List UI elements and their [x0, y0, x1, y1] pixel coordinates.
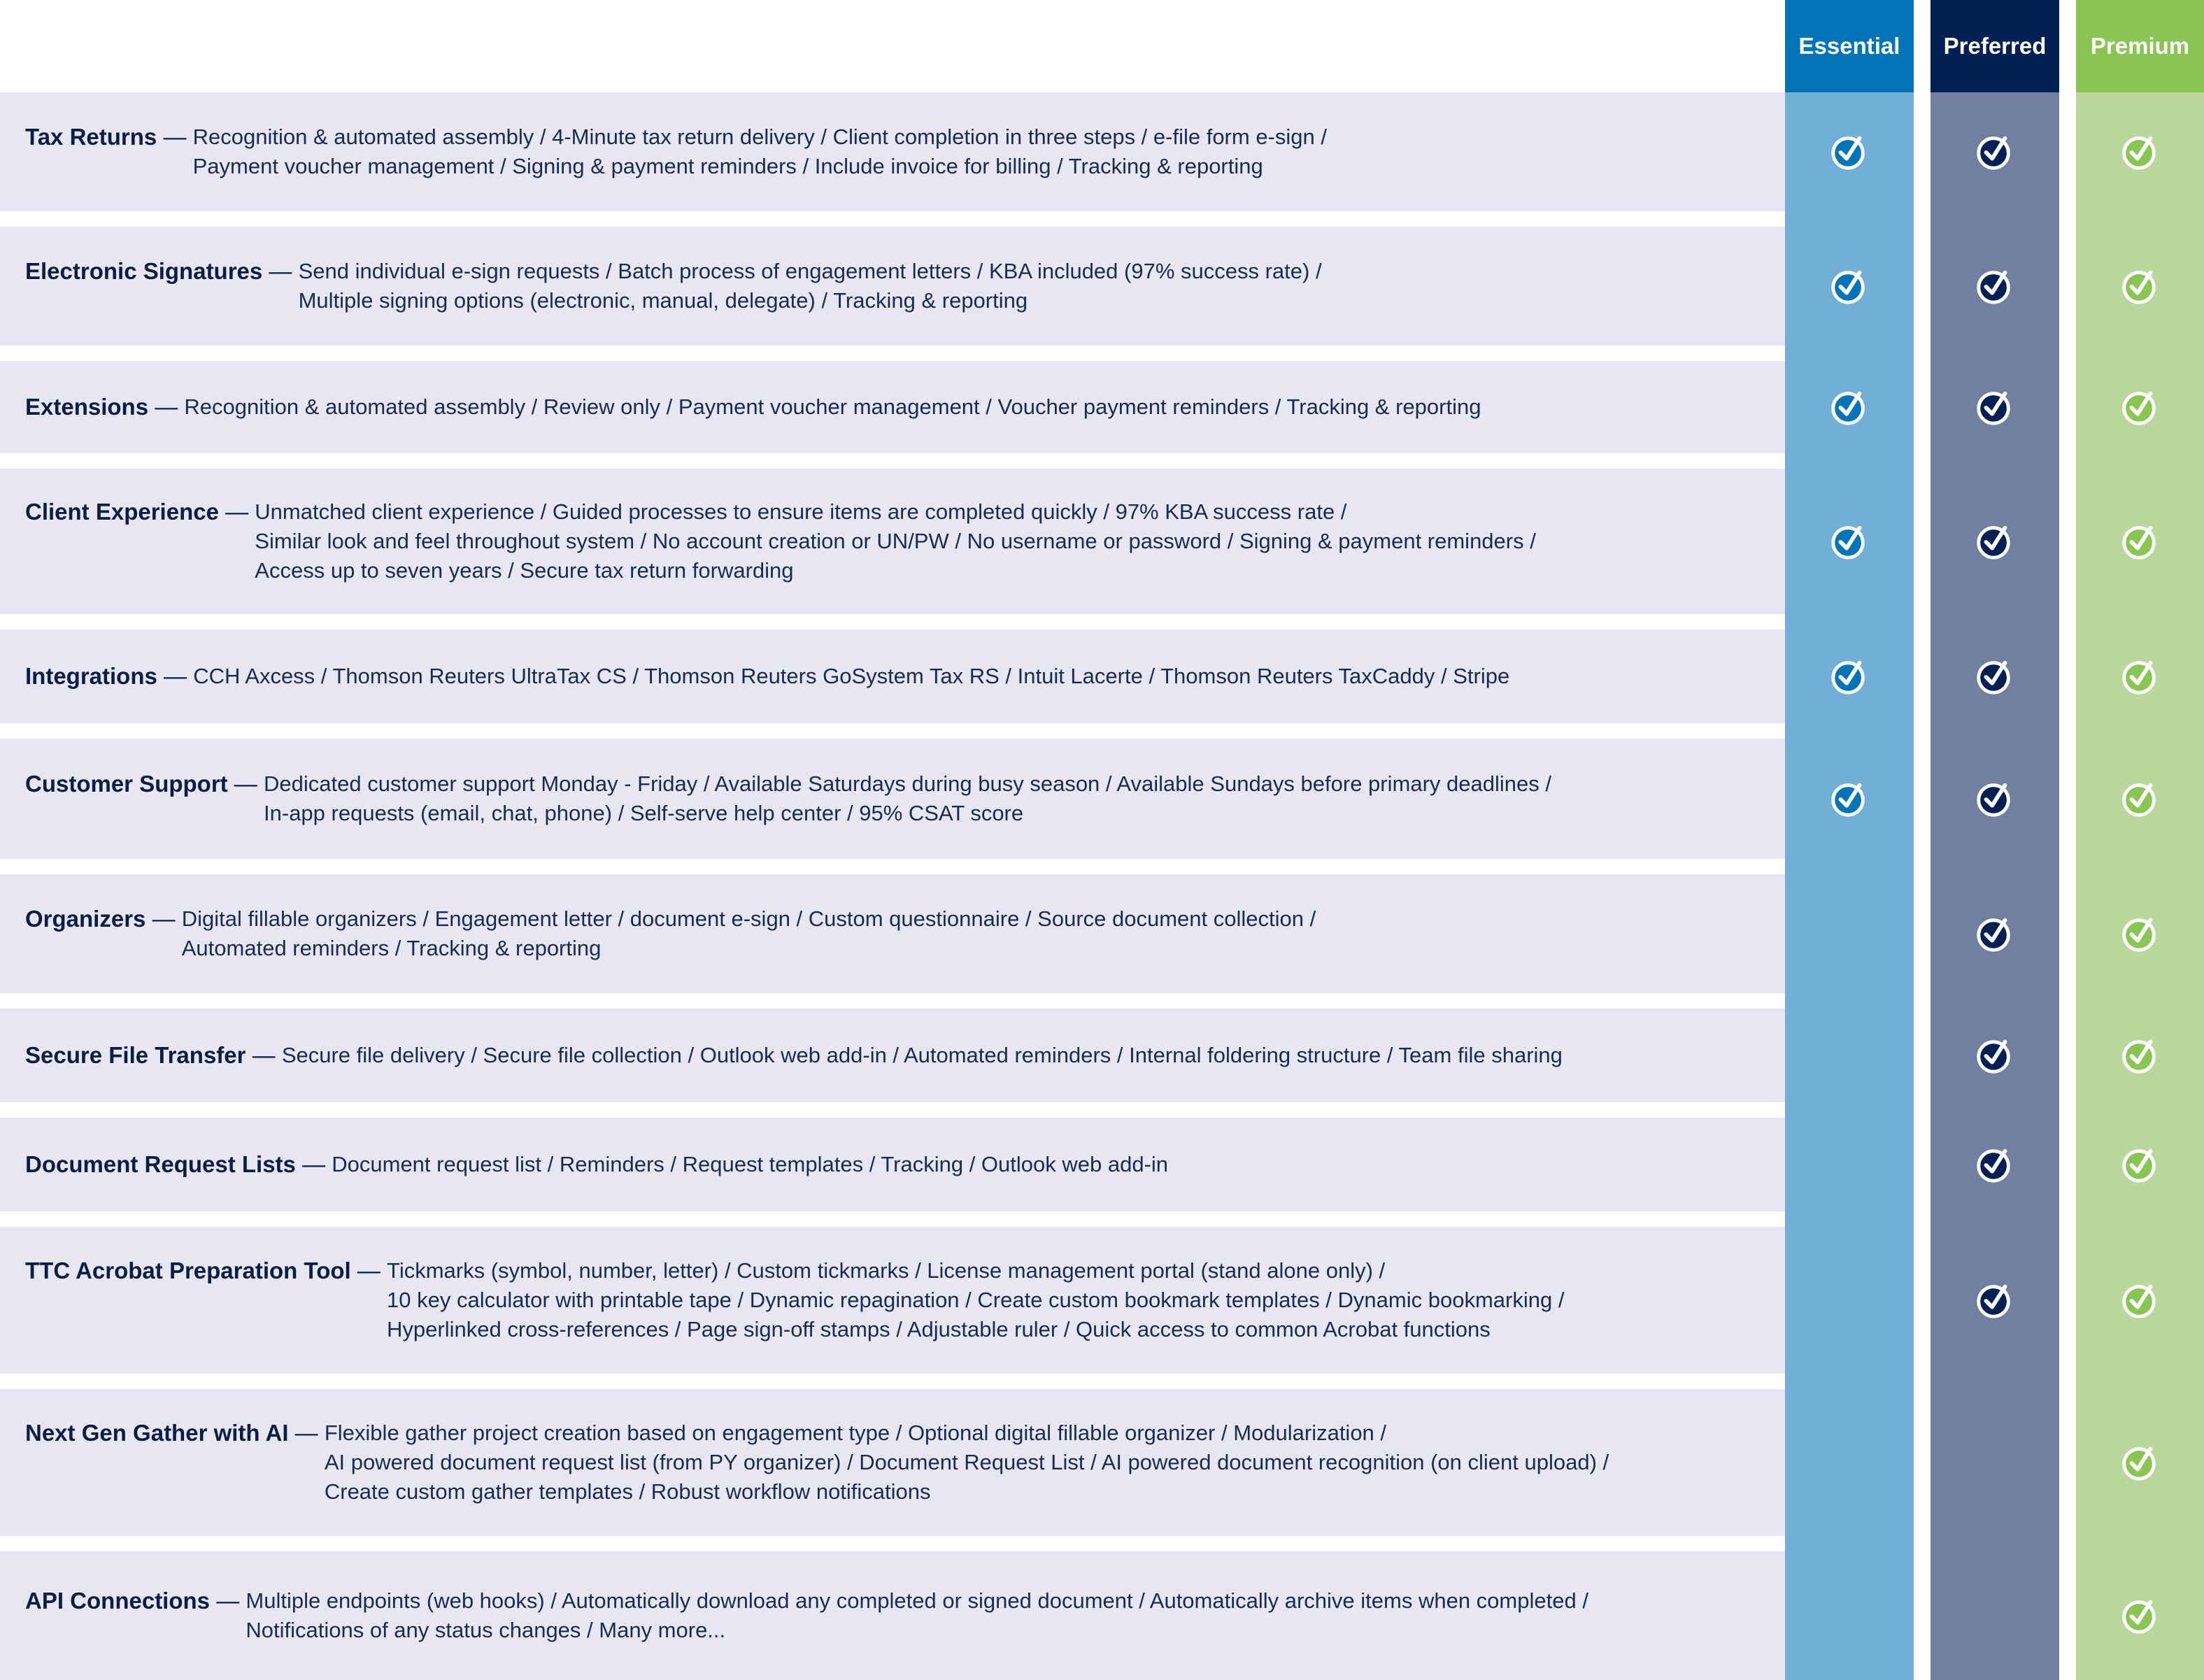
feature-description-line: Multiple endpoints (web hooks) / Automatically download any completed or signed document / Automatically archive items when completed /: [246, 1588, 1588, 1613]
feature-name: Integrations: [25, 663, 157, 689]
cell-preferred: [1931, 739, 2059, 859]
feature-row-text: [25, 1227, 1774, 1374]
feature-row-text: [25, 874, 1774, 993]
cell-preferred: [1931, 1389, 2059, 1536]
feature-description-line: Document request list / Reminders / Request templates / Tracking / Outlook web add-in: [332, 1152, 1169, 1176]
cell-essential: [1785, 1009, 1914, 1102]
check-circle-icon: [1975, 387, 2015, 427]
check-circle-icon: [2120, 656, 2161, 697]
cell-essential: [1785, 874, 1914, 993]
feature-name: Organizers: [25, 906, 146, 932]
check-circle-icon: [2120, 387, 2161, 427]
feature-name: Secure File Transfer: [25, 1042, 246, 1068]
check-circle-icon: [1975, 1035, 2015, 1076]
cell-preferred: [1931, 92, 2059, 211]
feature-dash: —: [288, 1420, 325, 1446]
check-circle-icon: [2120, 521, 2161, 562]
feature-dash: —: [157, 124, 193, 150]
feature-description: [193, 662, 1509, 691]
check-circle-icon: [1975, 913, 2015, 954]
cell-essential: [1785, 361, 1914, 453]
feature-description-line: 10 key calculator with printable tape / Dynamic repagination / Create custom bookmark templates / Dynamic bookmarking /: [387, 1288, 1565, 1312]
check-circle-icon: [1975, 1144, 2015, 1185]
cell-premium: [2076, 629, 2204, 723]
column-header-essential: Essential: [1785, 0, 1914, 92]
feature-description-line: In-app requests (email, chat, phone) / Self-serve help center / 95% CSAT score: [264, 801, 1024, 825]
feature-dash: —: [218, 499, 255, 525]
feature-dash: —: [145, 906, 182, 932]
feature-row-text: [25, 1389, 1774, 1536]
check-circle-icon: [2120, 1595, 2161, 1636]
column-header-preferred: Preferred: [1931, 0, 2059, 92]
feature-description-line: Automated reminders / Tracking & reporting: [181, 936, 602, 960]
feature-description: [184, 392, 1481, 422]
cell-premium: [2076, 1389, 2204, 1536]
check-circle-icon: [2120, 913, 2161, 954]
feature-name: Electronic Signatures: [25, 258, 263, 284]
feature-description-line: Secure file delivery / Secure file collection / Outlook web add-in / Automated reminders / Internal foldering structure / Team file sharing: [281, 1043, 1563, 1067]
cell-essential: [1785, 227, 1914, 346]
check-circle-icon: [2120, 1144, 2161, 1185]
cell-premium: [2076, 1118, 2204, 1211]
feature-description: [387, 1256, 1564, 1344]
cell-preferred: [1931, 1118, 2059, 1211]
cell-premium: [2076, 1551, 2204, 1680]
feature-name: Document Request Lists: [25, 1151, 296, 1177]
cell-premium: [2076, 874, 2204, 993]
cell-premium: [2076, 92, 2204, 211]
feature-description-line: Hyperlinked cross-references / Page sign-off stamps / Adjustable ruler / Quick access to common Acrobat functions: [387, 1317, 1491, 1341]
feature-description-line: AI powered document request list (from PY organizer) / Document Request List / AI powered document recognition (on client upload) /: [324, 1450, 1609, 1474]
check-circle-icon: [1975, 778, 2015, 819]
feature-name: API Connections: [25, 1588, 211, 1614]
feature-description: [255, 497, 1536, 585]
cell-preferred: [1931, 361, 2059, 453]
feature-description: [193, 122, 1327, 181]
check-circle-icon: [1975, 131, 2015, 172]
cell-preferred: [1931, 874, 2059, 993]
feature-description-line: Recognition & automated assembly / 4-Minute tax return delivery / Client completion in three steps / e-file form e-sign /: [192, 124, 1327, 149]
cell-essential: [1785, 469, 1914, 614]
check-circle-icon: [1829, 131, 1870, 172]
cell-premium: [2076, 469, 2204, 614]
feature-name: Next Gen Gather with AI: [25, 1420, 289, 1446]
check-circle-icon: [1829, 521, 1870, 562]
check-circle-icon: [2120, 266, 2161, 306]
cell-essential: [1785, 1227, 1914, 1374]
check-circle-icon: [1829, 266, 1870, 306]
feature-description-line: Unmatched client experience / Guided processes to ensure items are completed quickly / 97% KBA success rate /: [255, 499, 1347, 524]
cell-preferred: [1931, 1551, 2059, 1680]
check-circle-icon: [2120, 1280, 2161, 1320]
feature-name: Extensions: [25, 394, 149, 420]
feature-row-text: [25, 92, 1774, 211]
feature-description: [332, 1150, 1168, 1179]
cell-premium: [2076, 227, 2204, 346]
feature-description-line: Recognition & automated assembly / Review only / Payment voucher management / Voucher payment reminders / Tracking & reporting: [184, 394, 1481, 419]
feature-row-text: [25, 1009, 1774, 1102]
cell-premium: [2076, 739, 2204, 859]
column-header-premium: Premium: [2076, 0, 2204, 92]
feature-description-line: Create custom gather templates / Robust workflow notifications: [324, 1479, 931, 1504]
feature-row-text: [25, 469, 1774, 614]
feature-description: [325, 1418, 1609, 1507]
check-circle-icon: [1975, 1280, 2015, 1320]
feature-description-line: Digital fillable organizers / Engagement letter / document e-sign / Custom questionnaire / Source document collection /: [181, 906, 1316, 931]
check-circle-icon: [1975, 266, 2015, 306]
feature-row-text: [25, 227, 1774, 346]
feature-description-line: Send individual e-sign requests / Batch process of engagement letters / KBA included (97% success rate) /: [298, 259, 1322, 283]
cell-premium: [2076, 1009, 2204, 1102]
feature-description: [299, 257, 1322, 315]
feature-description-line: Tickmarks (symbol, number, letter) / Custom tickmarks / License management portal (stand alone only) /: [387, 1258, 1386, 1283]
feature-description-line: Similar look and feel throughout system / No account creation or UN/PW / No username or password / Signing & payment reminders /: [255, 529, 1536, 553]
check-circle-icon: [1829, 778, 1870, 819]
feature-description: [246, 1586, 1588, 1645]
feature-description-line: Payment voucher management / Signing & payment reminders / Include invoice for billing / Tracking & reporting: [192, 154, 1263, 178]
feature-dash: —: [210, 1588, 246, 1614]
cell-preferred: [1931, 469, 2059, 614]
feature-row-text: [25, 1551, 1774, 1680]
check-circle-icon: [1975, 656, 2015, 697]
feature-row-text: [25, 361, 1774, 453]
feature-description: [182, 904, 1316, 963]
feature-dash: —: [246, 1042, 282, 1068]
check-circle-icon: [2120, 1442, 2161, 1483]
cell-preferred: [1931, 1009, 2059, 1102]
check-circle-icon: [1829, 656, 1870, 697]
feature-description-line: Multiple signing options (electronic, manual, delegate) / Tracking & reporting: [298, 288, 1028, 313]
feature-dash: —: [227, 771, 264, 797]
cell-essential: [1785, 739, 1914, 859]
check-circle-icon: [2120, 1035, 2161, 1076]
feature-dash: —: [350, 1258, 388, 1283]
feature-description-line: Dedicated customer support Monday - Friday / Available Saturdays during busy season / Available Sundays before primary deadlines /: [264, 771, 1551, 796]
feature-name: Customer Support: [25, 771, 228, 797]
cell-essential: [1785, 92, 1914, 211]
feature-name: Tax Returns: [25, 124, 157, 150]
feature-name: TTC Acrobat Preparation Tool: [25, 1258, 351, 1283]
feature-row-text: [25, 1118, 1774, 1211]
feature-row-text: [25, 739, 1774, 859]
feature-dash: —: [262, 258, 299, 284]
feature-dash: —: [157, 663, 194, 689]
feature-row-text: [25, 629, 1774, 723]
check-circle-icon: [1975, 521, 2015, 562]
feature-description-line: Notifications of any status changes / Many more...: [246, 1618, 726, 1642]
cell-essential: [1785, 1389, 1914, 1536]
cell-preferred: [1931, 227, 2059, 346]
check-circle-icon: [2120, 778, 2161, 819]
feature-dash: —: [148, 394, 185, 420]
feature-name: Client Experience: [25, 499, 219, 525]
cell-essential: [1785, 629, 1914, 723]
cell-essential: [1785, 1118, 1914, 1211]
cell-preferred: [1931, 629, 2059, 723]
cell-essential: [1785, 1551, 1914, 1680]
feature-description-line: Access up to seven years / Secure tax return forwarding: [255, 558, 794, 583]
cell-premium: [2076, 1227, 2204, 1374]
feature-description: [264, 769, 1551, 828]
cell-preferred: [1931, 1227, 2059, 1374]
cell-premium: [2076, 361, 2204, 453]
check-circle-icon: [1829, 387, 1870, 427]
check-circle-icon: [2120, 131, 2161, 172]
feature-description-line: Flexible gather project creation based on engagement type / Optional digital fillable organizer / Modularization /: [324, 1421, 1387, 1445]
feature-dash: —: [295, 1151, 332, 1177]
feature-description: [282, 1041, 1563, 1070]
feature-description-line: CCH Axcess / Thomson Reuters UltraTax CS / Thomson Reuters GoSystem Tax RS / Intuit Lacerte / Thomson Reuters TaxCaddy / Stripe: [193, 664, 1510, 688]
